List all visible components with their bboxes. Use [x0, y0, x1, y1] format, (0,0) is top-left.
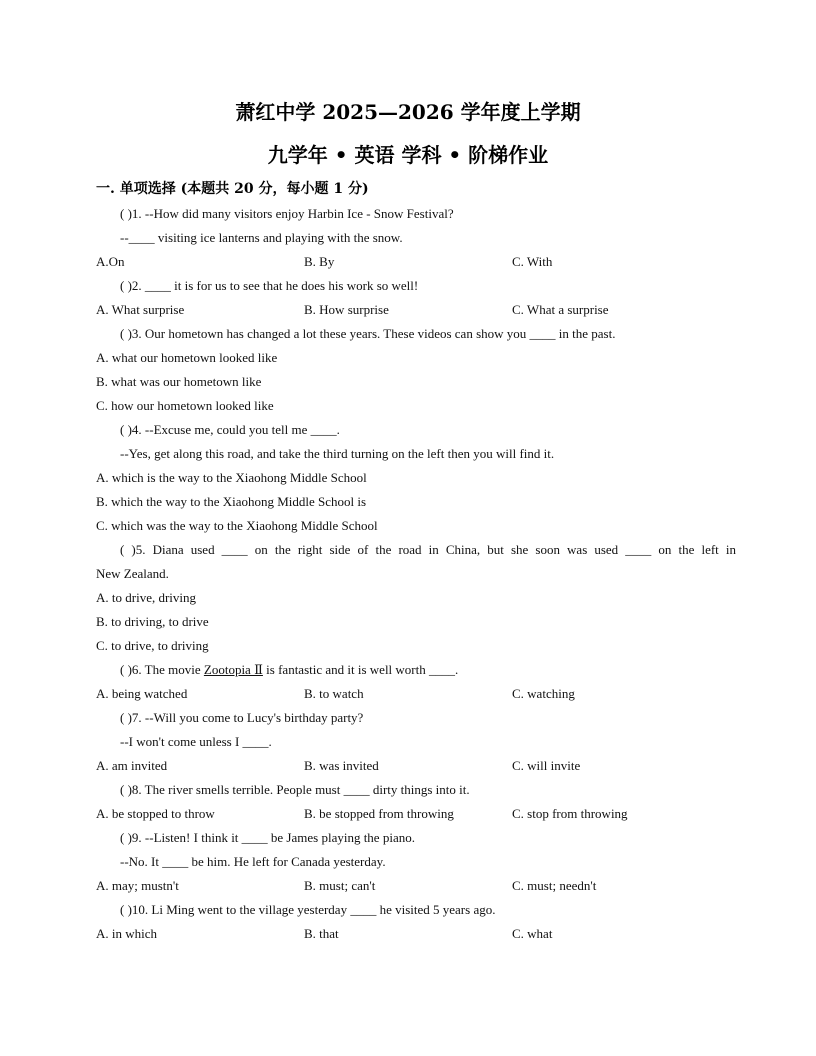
question-stem — [96, 662, 736, 678]
option-row — [96, 758, 736, 774]
option-b: B. be stopped from throwing — [304, 806, 454, 821]
question-1 — [96, 206, 736, 270]
question-8 — [96, 782, 736, 822]
question-stem — [96, 542, 736, 582]
question-5 — [96, 542, 736, 654]
question-stem-end: is fantastic and it is well worth ____. — [262, 662, 459, 677]
option-c: C. which was the way to the Xiaohong Middle School — [96, 518, 378, 533]
option-a: A. be stopped to throw — [96, 806, 215, 821]
option-a: A. what our hometown looked like — [96, 350, 278, 365]
question-7 — [96, 710, 736, 774]
option-a: A. am invited — [96, 758, 168, 773]
question-stem-start: ( )6. The movie — [120, 662, 204, 677]
option-row — [96, 302, 736, 318]
question-stem: ( )10. Li Ming went to the village yesterday ____ he visited 5 years ago. — [120, 902, 496, 917]
option-b: B. to watch — [304, 686, 364, 701]
option-a: A. which is the way to the Xiaohong Middle School — [96, 470, 367, 485]
option-row — [96, 686, 736, 702]
question-dialogue: --No. It ____ be him. He left for Canada yesterday. — [120, 854, 386, 869]
question-stem: ( )3. Our hometown has changed a lot these years. These videos can show you ____ in the past. — [120, 326, 616, 341]
option-a: A.On — [96, 254, 125, 269]
option-c: C. watching — [512, 686, 575, 701]
option-a: A. may; mustn't — [96, 878, 179, 893]
question-4 — [96, 422, 736, 534]
option-row — [96, 254, 736, 270]
option-b: B. was invited — [304, 758, 379, 773]
option-b: B. which the way to the Xiaohong Middle School is — [96, 494, 367, 509]
option-a: A. What surprise — [96, 302, 185, 317]
option-row — [96, 878, 736, 894]
option-c: C. how our hometown looked like — [96, 398, 274, 413]
question-stem: ( )7. --Will you come to Lucy's birthday party? — [120, 710, 364, 725]
option-row — [96, 926, 736, 942]
question-3 — [96, 326, 736, 414]
option-b: B. what was our hometown like — [96, 374, 262, 389]
question-dialogue: --Yes, get along this road, and take the third turning on the left then you will find it. — [120, 446, 555, 461]
movie-title: Zootopia Ⅱ — [203, 662, 263, 677]
question-stem-line-1: ( )5. Diana used ____ on the right side of the road in China, but she soon was used ____ on the left in — [120, 542, 736, 557]
question-2 — [96, 278, 736, 318]
question-stem: ( )9. --Listen! I think it ____ be James playing the piano. — [120, 830, 415, 845]
option-c: C. stop from throwing — [512, 806, 628, 821]
document-title: 萧红中学 2025—2026 学年度上学期 — [235, 100, 581, 124]
option-row — [96, 806, 736, 822]
question-list — [96, 206, 736, 950]
question-stem: ( )8. The river smells terrible. People must ____ dirty things into it. — [120, 782, 470, 797]
option-c: C. What a surprise — [512, 302, 609, 317]
question-stem-line-2: New Zealand. — [96, 566, 169, 581]
option-a: A. to drive, driving — [96, 590, 197, 605]
option-b: B. must; can't — [304, 878, 376, 893]
option-b: B. By — [304, 254, 335, 269]
option-b: B. that — [304, 926, 339, 941]
option-c: C. to drive, to driving — [96, 638, 209, 653]
option-b: B. How surprise — [304, 302, 389, 317]
question-stem: ( )4. --Excuse me, could you tell me ____. — [120, 422, 340, 437]
question-stem: ( )1. --How did many visitors enjoy Harbin Ice - Snow Festival? — [120, 206, 454, 221]
option-c: C. With — [512, 254, 553, 269]
question-dialogue: --I won't come unless I ____. — [120, 734, 272, 749]
option-c: C. what — [512, 926, 553, 941]
question-6 — [96, 662, 736, 702]
document-subtitle: 九学年 • 英语 学科 • 阶梯作业 — [267, 143, 549, 167]
option-c: C. will invite — [512, 758, 581, 773]
question-stem: ( )2. ____ it is for us to see that he does his work so well! — [120, 278, 419, 293]
question-dialogue: --____ visiting ice lanterns and playing with the snow. — [120, 230, 403, 245]
option-b: B. to driving, to drive — [96, 614, 209, 629]
option-c: C. must; needn't — [512, 878, 597, 893]
option-a: A. in which — [96, 926, 158, 941]
question-10 — [96, 902, 736, 942]
question-9 — [96, 830, 736, 894]
option-a: A. being watched — [96, 686, 188, 701]
section-heading: 一. 单项选择 (本题共 20 分，每小题 1 分) — [96, 181, 369, 197]
